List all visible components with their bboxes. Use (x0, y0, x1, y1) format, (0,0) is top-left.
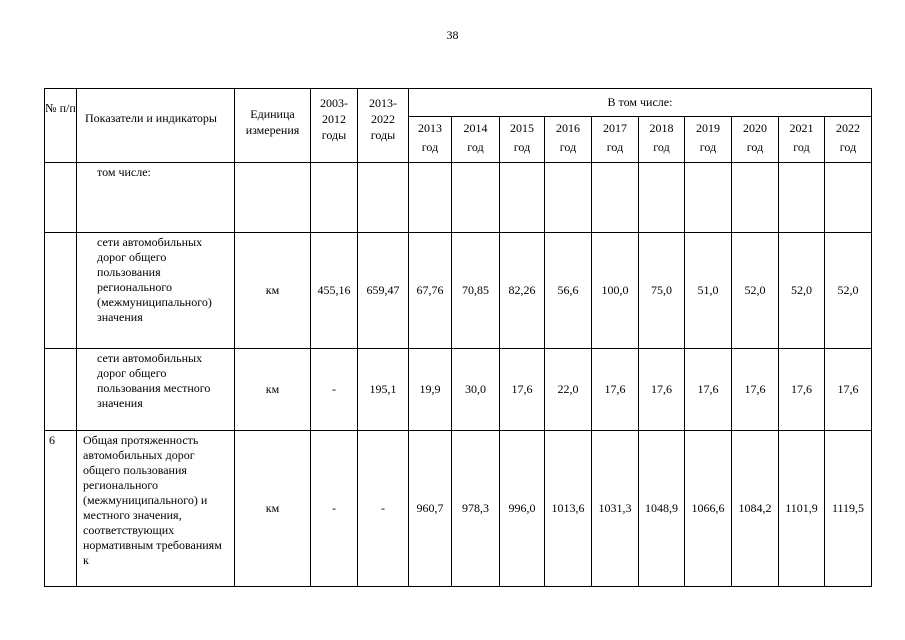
header-year-value: 2017 (603, 121, 627, 135)
header-year-suffix: год (467, 140, 484, 154)
header-unit: Единица измерения (235, 89, 311, 163)
header-year (592, 117, 639, 163)
year-value-cell: 52,0 (825, 233, 872, 349)
page-number: 38 (446, 28, 459, 42)
row-number (45, 349, 77, 431)
row-number (45, 233, 77, 349)
year-value-cell: 1066,6 (685, 431, 732, 587)
row-number (45, 163, 77, 233)
year-value-cell: 17,6 (500, 349, 545, 431)
year-value-cell: 1048,9 (639, 431, 685, 587)
header-year-value: 2022 (836, 121, 860, 135)
value-2013-2022: - (358, 431, 409, 587)
header-year-value: 2019 (696, 121, 720, 135)
year-value-cell: 22,0 (545, 349, 592, 431)
year-value-cell: 51,0 (685, 233, 732, 349)
header-year-value: 2018 (649, 121, 674, 135)
header-year-suffix: год (606, 140, 624, 154)
year-value-cell: 100,0 (592, 233, 639, 349)
value-2013-2022: 195,1 (358, 349, 409, 431)
year-value-cell: 17,6 (639, 349, 685, 431)
year-value-cell: 52,0 (779, 233, 825, 349)
table-row (45, 163, 872, 233)
header-year-value: 2021 (789, 121, 814, 135)
year-value-cell (639, 163, 685, 233)
indicator-name: сети автомобильных дорог общего пользования регионального (межмуниципального) значения (77, 233, 235, 349)
header-year-suffix: год (559, 140, 577, 154)
indicators-table (44, 88, 872, 587)
unit-cell: км (235, 233, 311, 349)
value-2003-2012: 455,16 (311, 233, 358, 349)
header-year (825, 117, 872, 163)
year-value-cell: 17,6 (592, 349, 639, 431)
year-value-cell: 17,6 (685, 349, 732, 431)
year-value-cell (592, 163, 639, 233)
header-year (779, 117, 825, 163)
year-value-cell: 1101,9 (779, 431, 825, 587)
header-year (545, 117, 592, 163)
year-value-cell (452, 163, 500, 233)
year-value-cell: 75,0 (639, 233, 685, 349)
header-period-2013-2022: 2013-2022 годы (358, 89, 409, 163)
header-year-value: 2013 (418, 121, 442, 135)
header-year-value: 2014 (463, 121, 488, 135)
year-value-cell: 19,9 (409, 349, 452, 431)
unit-cell: км (235, 349, 311, 431)
year-value-cell (409, 163, 452, 233)
year-value-cell (732, 163, 779, 233)
header-year-suffix: год (793, 140, 810, 154)
header-year-suffix: год (699, 140, 717, 154)
year-value-cell: 1031,3 (592, 431, 639, 587)
year-value-cell: 17,6 (779, 349, 825, 431)
unit-cell: км (235, 431, 311, 587)
value-2013-2022 (358, 163, 409, 233)
row-number: 6 (45, 431, 77, 587)
table-row (45, 233, 872, 349)
year-value-cell (779, 163, 825, 233)
header-period-2003-2012: 2003-2012 годы (311, 89, 358, 163)
header-year (452, 117, 500, 163)
year-value-cell: 30,0 (452, 349, 500, 431)
year-value-cell: 56,6 (545, 233, 592, 349)
year-value-cell: 82,26 (500, 233, 545, 349)
year-value-cell: 1013,6 (545, 431, 592, 587)
year-value-cell: 996,0 (500, 431, 545, 587)
header-indicators: Показатели и индикаторы (77, 89, 235, 163)
header-year (685, 117, 732, 163)
year-value-cell: 67,76 (409, 233, 452, 349)
header-year (409, 117, 452, 163)
header-year-value: 2020 (743, 121, 767, 135)
table-row (45, 431, 872, 587)
header-year-value: 2015 (510, 121, 534, 135)
year-value-cell: 1084,2 (732, 431, 779, 587)
value-2013-2022: 659,47 (358, 233, 409, 349)
year-value-cell (825, 163, 872, 233)
year-value-cell: 978,3 (452, 431, 500, 587)
header-year (732, 117, 779, 163)
year-value-cell (685, 163, 732, 233)
header-year (639, 117, 685, 163)
year-value-cell: 960,7 (409, 431, 452, 587)
header-year-suffix: год (653, 140, 670, 154)
indicator-name: сети автомобильных дорог общего пользования местного значения (77, 349, 235, 431)
header-year-suffix: год (746, 140, 764, 154)
year-value-cell (545, 163, 592, 233)
value-2003-2012: - (311, 349, 358, 431)
year-value-cell: 17,6 (825, 349, 872, 431)
header-num: № п/п (45, 89, 77, 163)
value-2003-2012: - (311, 431, 358, 587)
header-year (500, 117, 545, 163)
header-year-suffix: год (513, 140, 531, 154)
header-year-value: 2016 (556, 121, 580, 135)
table-row (45, 349, 872, 431)
year-value-cell: 70,85 (452, 233, 500, 349)
indicator-name: Общая протяженность автомобильных дорог общего пользования регионального (межмуниципального) и местного значения, соответствующих нормативным требованиям к (77, 431, 235, 587)
year-value-cell: 1119,5 (825, 431, 872, 587)
header-year-suffix: год (839, 140, 857, 154)
year-value-cell (500, 163, 545, 233)
header-including: В том числе: (409, 89, 872, 117)
indicator-name: том числе: (77, 163, 235, 233)
unit-cell (235, 163, 311, 233)
value-2003-2012 (311, 163, 358, 233)
header-year-suffix: год (421, 140, 439, 154)
year-value-cell: 17,6 (732, 349, 779, 431)
year-value-cell: 52,0 (732, 233, 779, 349)
